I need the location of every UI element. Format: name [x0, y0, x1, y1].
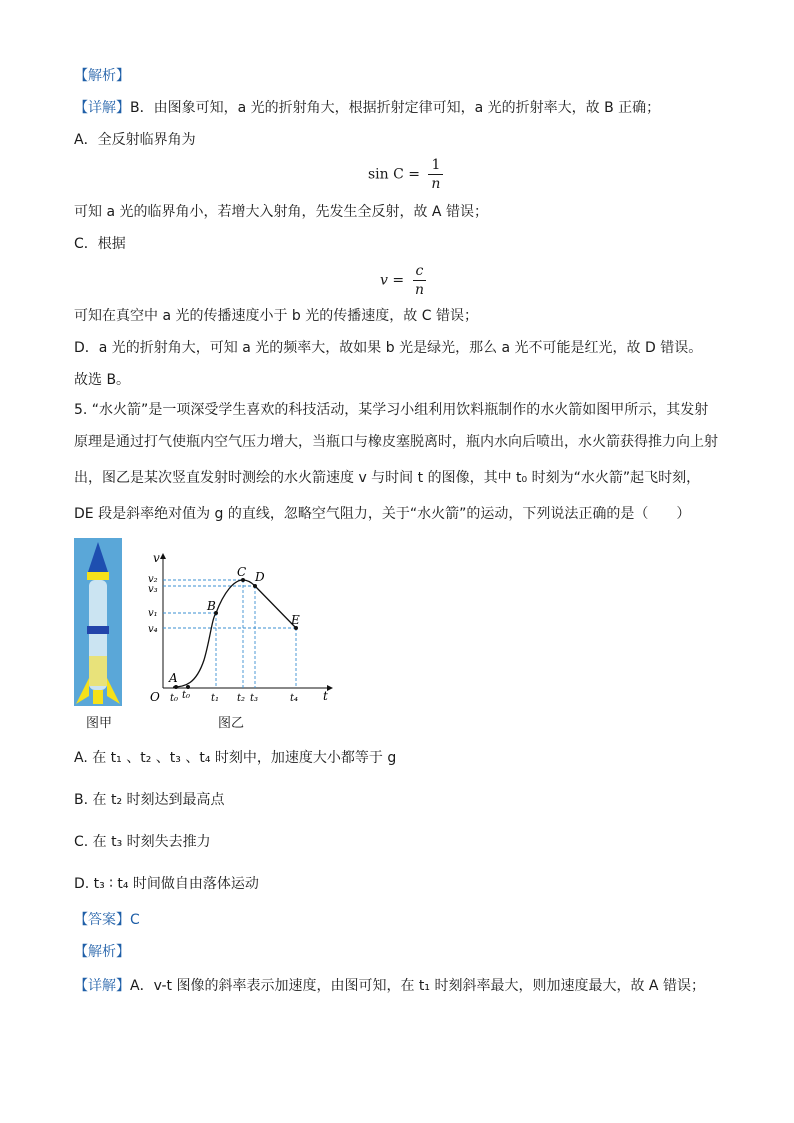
line-choose: 故选 B。	[74, 372, 131, 388]
xtick-t0-a: t₀	[170, 693, 179, 704]
formula-speed	[380, 262, 426, 299]
ytick-v2: v₂	[148, 574, 158, 585]
y-tick-labels	[148, 574, 158, 635]
formula2-denominator: n	[414, 282, 424, 298]
point-t0	[186, 685, 190, 689]
q5-stem-4: DE 段是斜率绝对值为 g 的直线，忽略空气阻力，关于“水火箭”的运动，下列说法正确的是（ ）	[74, 506, 691, 522]
caption-yi: 图乙	[218, 716, 245, 731]
option-c: C. 在 t₃ 时刻失去推力	[74, 834, 211, 850]
formula-critical-angle	[368, 156, 443, 193]
xtick-t3: t₃	[250, 693, 259, 704]
axis-v-label: v	[153, 551, 160, 565]
line-a2: 可知 a 光的临界角小，若增大入射角，先发生全反射，故 A 错误；	[74, 204, 488, 220]
jiexi-heading: 【解析】	[74, 68, 130, 84]
formula1-denominator: n	[431, 176, 441, 192]
label-b: B	[207, 599, 216, 613]
xtick-t4: t₄	[290, 693, 299, 704]
x-tick-labels	[170, 690, 298, 704]
formula2-numerator: c	[413, 262, 427, 281]
answer-line: 【答案】C	[74, 912, 140, 928]
rocket-water	[89, 656, 107, 686]
line-a: A．全反射临界角为	[74, 132, 196, 148]
line-b-text: B．由图象可知，a 光的折射角大，根据折射定律可知，a 光的折射率大，故 B 正确；	[130, 100, 661, 116]
formula1-left: sin C =	[368, 166, 421, 183]
rocket-collar	[87, 572, 109, 580]
label-e: E	[291, 613, 300, 627]
label-a: A	[169, 671, 178, 685]
axis-t-label: t	[323, 689, 328, 703]
xiangjie-line-2	[74, 976, 705, 996]
q5-stem-3: 出，图乙是某次竖直发射时测绘的水火箭速度 v 与时间 t 的图像，其中 t₀ 时刻为“水火箭”起飞时刻，	[74, 470, 701, 486]
xiangjie-tag: 【详解】	[74, 100, 130, 116]
point-a	[174, 685, 178, 689]
q5-stem-2: 原理是通过打气使瓶内空气压力增大，当瓶口与橡皮塞脱离时，瓶内水向后喷出，水火箭获得推力向上射	[74, 434, 718, 450]
line-d: D．a 光的折射角大，可知 a 光的频率大，故如果 b 光是绿光，那么 a 光不可能是红光，故 D 错误。	[74, 340, 703, 356]
rocket-base	[93, 690, 103, 704]
label-d: D	[255, 570, 265, 584]
origin-label: O	[150, 690, 160, 704]
formula2-left: v =	[380, 272, 405, 289]
line-c: C．根据	[74, 236, 126, 252]
vt-graph	[140, 548, 340, 706]
q5-stem-1: 5. “水火箭”是一项深受学生喜欢的科技活动，某学习小组利用饮料瓶制作的水火箭如图甲所示，其发射	[74, 402, 709, 418]
line-c2: 可知在真空中 a 光的传播速度小于 b 光的传播速度，故 C 错误；	[74, 308, 478, 324]
ytick-v1: v₁	[148, 608, 158, 619]
label-c: C	[237, 565, 247, 579]
xtick-t0-b: t₀	[182, 690, 191, 701]
formula1-numerator: 1	[428, 156, 443, 175]
xiangjie-b-line	[74, 98, 660, 118]
water-rocket-photo	[74, 538, 122, 706]
ytick-v4: v₄	[148, 624, 158, 635]
formula1-fraction	[428, 156, 443, 193]
jiexi-heading-2: 【解析】	[74, 944, 130, 960]
caption-jia: 图甲	[86, 716, 113, 731]
point-d	[253, 584, 257, 588]
dashed-guides	[163, 580, 296, 688]
option-b: B. 在 t₂ 时刻达到最高点	[74, 792, 225, 808]
xtick-t1: t₁	[211, 693, 220, 704]
rocket-band	[87, 626, 109, 634]
option-a: A. 在 t₁ 、t₂ 、t₃ 、t₄ 时刻中，加速度大小都等于 g	[74, 750, 397, 766]
formula2-fraction	[413, 262, 427, 299]
xtick-t2: t₂	[237, 693, 246, 704]
xiangjie-text-2: A．v-t 图像的斜率表示加速度，由图可知，在 t₁ 时刻斜率最大，则加速度最大，故 A 错误；	[130, 978, 705, 994]
ytick-v3: v₃	[148, 584, 158, 595]
xiangjie-tag-2: 【详解】	[74, 978, 130, 994]
vt-curve	[173, 580, 296, 687]
option-d: D. t₃ ∶ t₄ 时间做自由落体运动	[74, 876, 259, 892]
